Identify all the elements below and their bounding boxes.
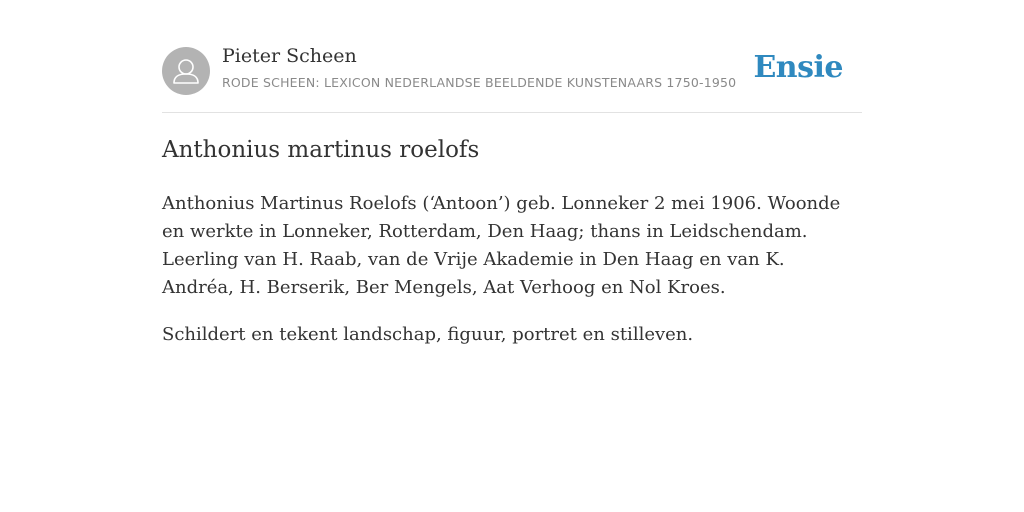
- entry-card: [162, 0, 862, 345]
- entry-header: [162, 0, 862, 113]
- user-placeholder-icon[interactable]: [162, 47, 210, 95]
- source-title[interactable]: RODE SCHEEN: LEXICON NEDERLANDSE BEELDENDE KUNSTENAARS 1750-1950: [222, 75, 737, 90]
- author-name[interactable]: Pieter Scheen: [222, 45, 357, 67]
- paragraph: Schildert en tekent landschap, figuur, portret en stilleven.: [162, 324, 694, 345]
- article-body: [162, 190, 862, 368]
- ensie-logo[interactable]: Ensie: [753, 50, 843, 85]
- page-title: Anthonius martinus roelofs: [162, 137, 480, 163]
- paragraph: Anthonius Martinus Roelofs (‘Antoon’) geb. Lonneker 2 mei 1906. Woonde en werkte in Lonneker, Rotterdam, Den Haag; thans in Leidschendam. Leerling van H. Raab, van de Vrije Akademie in Den Haag en van K. Andréa, H. Berserik, Ber Mengels, Aat Verhoog en Nol Kroes.: [162, 193, 841, 298]
